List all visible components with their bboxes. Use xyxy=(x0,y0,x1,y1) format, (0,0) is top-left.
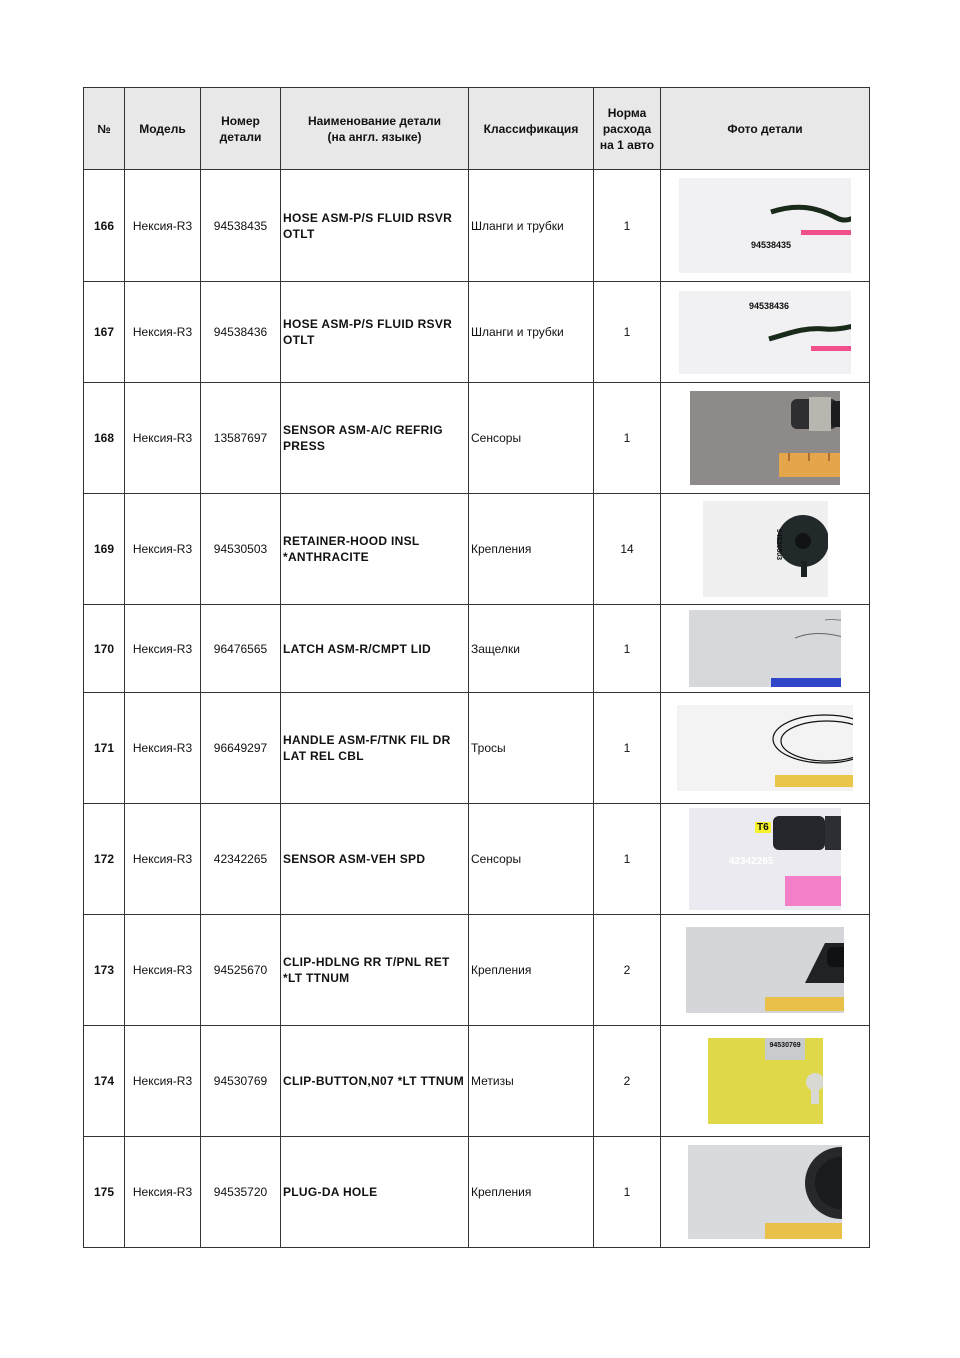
row-model: Нексия-R3 xyxy=(125,170,201,282)
row-part-number: 42342265 xyxy=(201,804,281,915)
row-model: Нексия-R3 xyxy=(125,693,201,804)
speed-sensor-photo-icon xyxy=(765,808,841,910)
row-model: Нексия-R3 xyxy=(125,494,201,605)
row-model: Нексия-R3 xyxy=(125,1026,201,1137)
button-clip-photo-icon xyxy=(765,1038,823,1124)
row-model: Нексия-R3 xyxy=(125,804,201,915)
row-classification: Крепления xyxy=(469,1137,594,1248)
row-num: 173 xyxy=(84,915,125,1026)
row-classification: Крепления xyxy=(469,915,594,1026)
row-part-name: SENSOR ASM-A/C REFRIG PRESS xyxy=(281,383,469,494)
row-part-number: 94530503 xyxy=(201,494,281,605)
part-photo xyxy=(689,610,841,687)
row-num: 166 xyxy=(84,170,125,282)
header-norm: Норма расхода на 1 авто xyxy=(594,88,661,170)
row-part-name: CLIP-HDLNG RR T/PNL RET *LT TTNUM xyxy=(281,915,469,1026)
part-photo xyxy=(688,1145,842,1239)
sensor-photo-icon xyxy=(765,391,840,485)
row-model: Нексия-R3 xyxy=(125,282,201,383)
header-classification: Классификация xyxy=(469,88,594,170)
table-row xyxy=(84,1026,870,1137)
row-part-name: HANDLE ASM-F/TNK FIL DR LAT REL CBL xyxy=(281,693,469,804)
row-photo-cell xyxy=(661,282,870,383)
row-num: 172 xyxy=(84,804,125,915)
row-model: Нексия-R3 xyxy=(125,1137,201,1248)
table-row xyxy=(84,383,870,494)
row-part-number: 94538436 xyxy=(201,282,281,383)
row-classification: Шланги и трубки xyxy=(469,170,594,282)
row-num: 168 xyxy=(84,383,125,494)
row-part-name: CLIP-BUTTON,N07 *LT TTNUM xyxy=(281,1026,469,1137)
row-norm: 1 xyxy=(594,282,661,383)
part-photo xyxy=(689,808,841,910)
table-row xyxy=(84,282,870,383)
row-num: 169 xyxy=(84,494,125,605)
row-norm: 1 xyxy=(594,804,661,915)
part-photo xyxy=(679,291,851,374)
row-photo-cell xyxy=(661,693,870,804)
row-classification: Крепления xyxy=(469,494,594,605)
row-photo-cell xyxy=(661,605,870,693)
parts-table xyxy=(83,87,870,1248)
row-norm: 1 xyxy=(594,605,661,693)
row-model: Нексия-R3 xyxy=(125,383,201,494)
header-num: № xyxy=(84,88,125,170)
row-num: 174 xyxy=(84,1026,125,1137)
part-photo xyxy=(690,391,840,485)
row-photo-cell xyxy=(661,915,870,1026)
header-photo: Фото детали xyxy=(661,88,870,170)
row-norm: 1 xyxy=(594,170,661,282)
row-part-number: 96476565 xyxy=(201,605,281,693)
row-part-name: HOSE ASM-P/S FLUID RSVR OTLT xyxy=(281,282,469,383)
header-row xyxy=(84,88,870,170)
row-classification: Шланги и трубки xyxy=(469,282,594,383)
row-norm: 1 xyxy=(594,693,661,804)
row-norm: 14 xyxy=(594,494,661,605)
part-photo xyxy=(703,501,828,597)
row-part-name: RETAINER-HOOD INSL *ANTHRACITE xyxy=(281,494,469,605)
latch-photo-icon xyxy=(765,610,841,687)
row-photo-cell xyxy=(661,383,870,494)
row-num: 171 xyxy=(84,693,125,804)
row-part-number: 94530769 xyxy=(201,1026,281,1137)
cable-photo-icon xyxy=(765,705,853,791)
row-norm: 1 xyxy=(594,1137,661,1248)
row-model: Нексия-R3 xyxy=(125,915,201,1026)
row-photo-cell xyxy=(661,804,870,915)
part-photo xyxy=(677,705,853,791)
row-num: 167 xyxy=(84,282,125,383)
row-norm: 2 xyxy=(594,915,661,1026)
header-model: Модель xyxy=(125,88,201,170)
row-part-name: LATCH ASM-R/CMPT LID xyxy=(281,605,469,693)
table-row xyxy=(84,494,870,605)
photo-label: 94538435 xyxy=(751,240,792,250)
hose-photo-icon xyxy=(765,291,851,374)
table-row xyxy=(84,170,870,282)
header-part-name: Наименование детали (на англ. языке) xyxy=(281,88,469,170)
part-photo xyxy=(679,178,851,273)
row-part-number: 94535720 xyxy=(201,1137,281,1248)
row-part-name: PLUG-DA HOLE xyxy=(281,1137,469,1248)
row-classification: Сенсоры xyxy=(469,804,594,915)
photo-label: 94530503 xyxy=(774,528,782,561)
row-part-name: SENSOR ASM-VEH SPD xyxy=(281,804,469,915)
row-photo-cell xyxy=(661,1137,870,1248)
row-classification: Метизы xyxy=(469,1026,594,1137)
row-classification: Защелки xyxy=(469,605,594,693)
row-part-number: 94538435 xyxy=(201,170,281,282)
photo-label: 94530769 xyxy=(769,1042,801,1049)
row-classification: Сенсоры xyxy=(469,383,594,494)
part-photo xyxy=(708,1038,823,1124)
table-row xyxy=(84,915,870,1026)
table-row xyxy=(84,693,870,804)
row-norm: 2 xyxy=(594,1026,661,1137)
table-row xyxy=(84,804,870,915)
row-photo-cell xyxy=(661,170,870,282)
header-part-number: Номер детали xyxy=(201,88,281,170)
table-row xyxy=(84,605,870,693)
row-part-number: 94525670 xyxy=(201,915,281,1026)
row-norm: 1 xyxy=(594,383,661,494)
row-photo-cell xyxy=(661,494,870,605)
table-row xyxy=(84,1137,870,1248)
plug-photo-icon xyxy=(765,1145,842,1239)
photo-label: 42342265 xyxy=(729,856,774,867)
hose-photo-icon xyxy=(765,178,851,273)
row-part-number: 13587697 xyxy=(201,383,281,494)
row-part-name: HOSE ASM-P/S FLUID RSVR OTLT xyxy=(281,170,469,282)
row-part-number: 96649297 xyxy=(201,693,281,804)
row-classification: Тросы xyxy=(469,693,594,804)
photo-label: 94538436 xyxy=(749,300,790,311)
row-model: Нексия-R3 xyxy=(125,605,201,693)
photo-tag: T6 xyxy=(757,822,769,833)
row-num: 175 xyxy=(84,1137,125,1248)
row-num: 170 xyxy=(84,605,125,693)
clip-photo-icon xyxy=(765,927,844,1013)
part-photo xyxy=(686,927,844,1013)
row-photo-cell xyxy=(661,1026,870,1137)
